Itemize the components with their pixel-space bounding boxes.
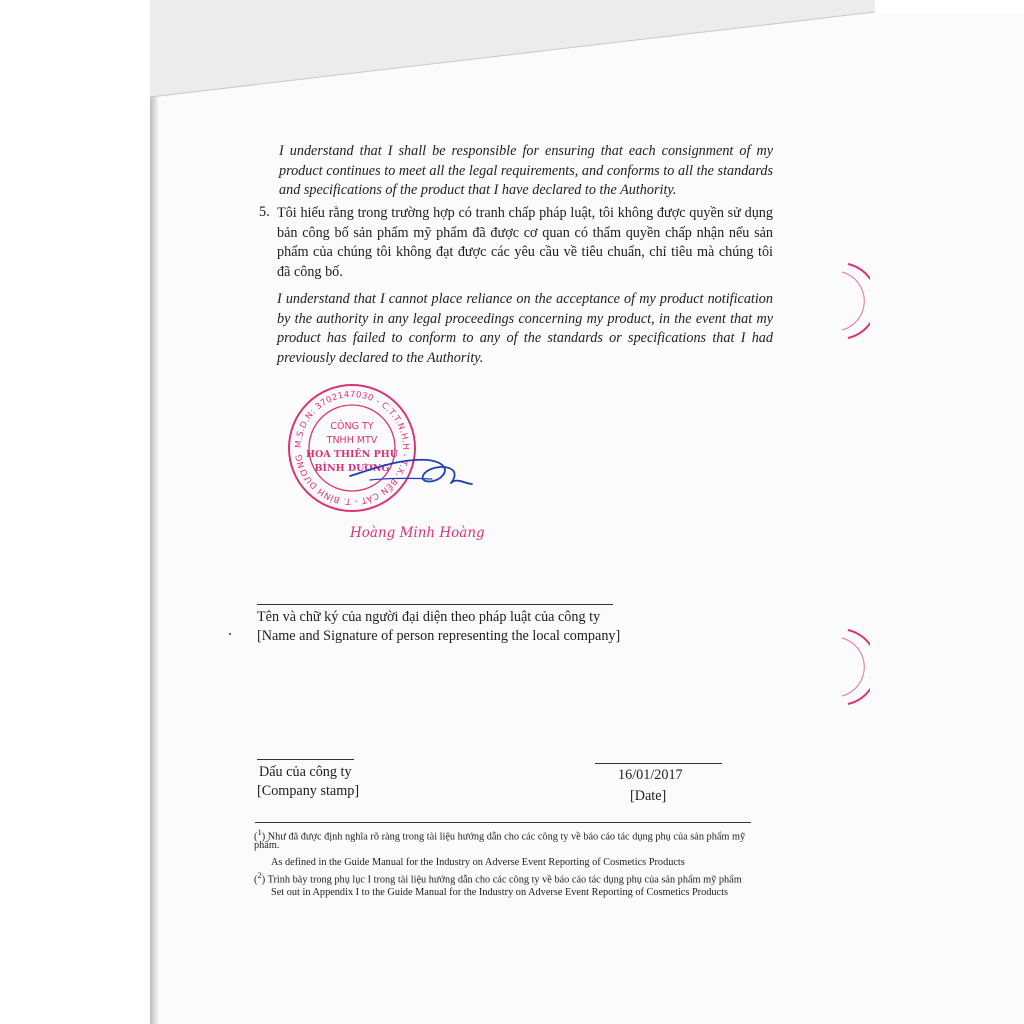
footnote-separator: [255, 822, 751, 823]
footnote-1-mark: 1: [257, 827, 262, 837]
footnote-1-vietnamese-continued: phẩm.: [254, 840, 280, 851]
footnote-1-text: Như đã được định nghĩa rõ ràng trong tài liệu hướng dẫn cho các công ty về báo cáo tác dụng phụ của sản phẩm mỹ: [267, 831, 746, 843]
date-label: [Date]: [630, 788, 667, 804]
date-value: 16/01/2017: [618, 767, 683, 783]
paragraph-5-english: I understand that I cannot place reliance on the acceptance of my product notification by the authority in any legal proceedings concerning my product, in the event that my product has failed to conform to any of the standards or specifications that I had previously declared to the Authority.: [277, 291, 773, 366]
list-number-5: 5.: [259, 204, 270, 220]
footnote-1-vietnamese: ($^1$) Như đã được định nghĩa rõ ràng trong tài liệu hướng dẫn cho các công ty về báo cáo tác dụng phụ của sản phẩm mỹ: [254, 827, 746, 843]
footnote-2-mark: 2: [257, 870, 262, 880]
representative-label-english: [Name and Signature of person representing the local company]: [257, 628, 621, 644]
seal-ring-text: M.S.D.N: 3702147030 - C.T.T.N.H.H - T.X. BẾN CÁT - T. BÌNH DƯƠNG: [293, 389, 411, 507]
footnote-2-vietnamese: ($^2$) Trình bày trong phụ lục I trong tài liệu hướng dẫn cho các công ty về báo cáo tác dụng phụ của sản phẩm mỹ phẩm: [254, 870, 742, 886]
representative-signature-line: [257, 604, 613, 605]
seal-line-4: BÌNH DƯƠNG: [314, 463, 390, 474]
edge-stamp-top: [840, 262, 870, 340]
footnote-2-text: Trình bày trong phụ lục I trong tài liệu hướng dẫn cho các công ty về báo cáo tác dụng phụ của sản phẩm mỹ phẩm: [267, 874, 742, 886]
footnote-2-english: Set out in Appendix I to the Guide Manual for the Industry on Adverse Event Reporting of Cosmetics Products: [271, 887, 728, 898]
margin-dot: [229, 633, 231, 635]
representative-label-vietnamese: Tên và chữ ký của người đại diện theo pháp luật của công ty: [257, 609, 601, 625]
seal-line-1: CÔNG TY: [330, 421, 374, 432]
date-line: [595, 763, 722, 764]
handwritten-signature: [340, 448, 480, 498]
seal-line-2: TNHH MTV: [326, 435, 378, 446]
paragraph-4-english: I understand that I shall be responsible for ensuring that each consignment of my product continues to meet all the legal requirements, and conforms to all the standards and specifications of the product that I have declared to the Authority.: [279, 143, 773, 198]
page-edge-shadow: [150, 0, 158, 1024]
company-stamp-label-english: [Company stamp]: [257, 783, 360, 799]
edge-stamp-middle: [840, 628, 870, 706]
signatory-name-stamp: Hoàng Minh Hoàng: [350, 525, 485, 541]
paragraph-5-vietnamese: Tôi hiểu rằng trong trường hợp có tranh chấp pháp luật, tôi không được quyền sử dụng bản công bố sản phẩm mỹ phẩm đã được cơ quan có thẩm quyền chấp nhận nếu sản phẩm của chúng tôi không đạt được các yêu cầu về tiêu chuẩn, chỉ tiêu mà chúng tôi đã công bố.: [277, 205, 773, 280]
company-stamp-label-vietnamese: Dấu của công ty: [259, 764, 352, 780]
company-stamp-line: [257, 759, 354, 760]
footnote-1-english: As defined in the Guide Manual for the Industry on Adverse Event Reporting of Cosmetics Products: [271, 857, 685, 868]
seal-line-3: HOA THIÊN PHÚ: [305, 449, 399, 460]
